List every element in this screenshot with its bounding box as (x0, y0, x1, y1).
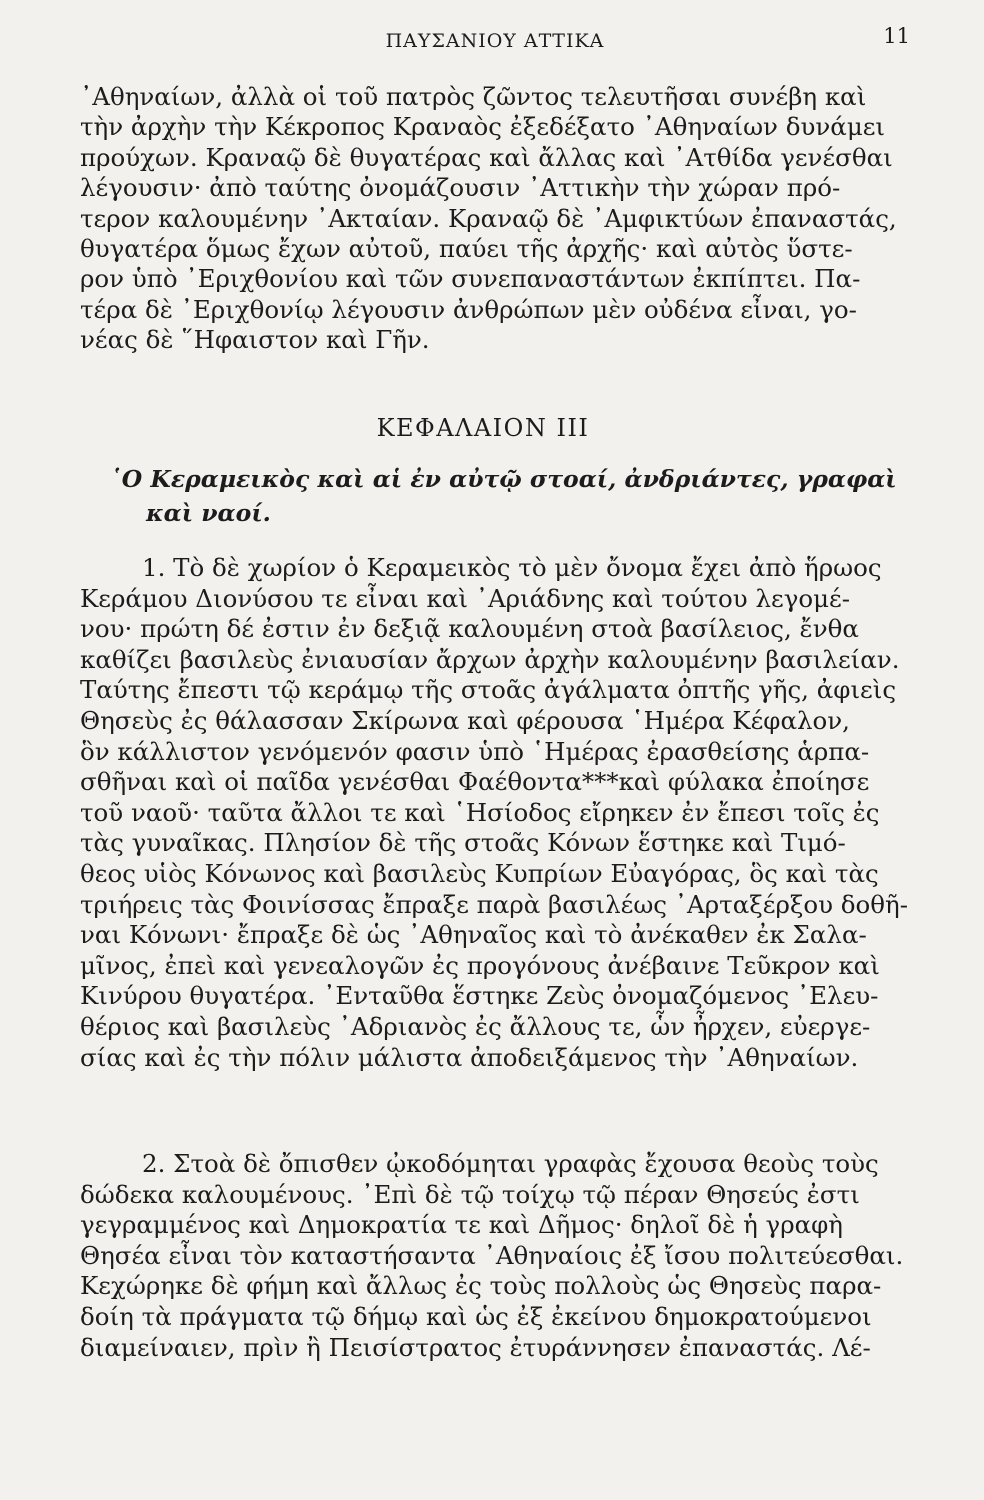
text-line: νου· πρώτη δέ ἐστιν ἐν δεξιᾷ καλουμένη στοὰ βασίλειος, ἔνθα (80, 614, 859, 644)
text-line: ρον ὑπὸ ᾿Εριχθονίου καὶ τῶν συνεπαναστάντων ἐκπίπτει. Πα- (80, 264, 861, 294)
text-line: νέας δὲ ῞Ηφαιστον καὶ Γῆν. (80, 325, 430, 355)
text-line: τὴν ἀρχὴν τὴν Κέκροπος Κραναὸς ἐξεδέξατο ᾿Αθηναίων δυνάμει (80, 112, 886, 142)
text-line: καθίζει βασιλεὺς ἐνιαυσίαν ἄρχων ἀρχὴν καλουμένην βασιλείαν. (80, 644, 900, 674)
text-line: σίας καὶ ἐς τὴν πόλιν μάλιστα ἀποδειξάμενος τὴν ᾿Αθηναίων. (80, 1042, 859, 1072)
text-line: ᾿Αθηναίων, ἀλλὰ οἱ τοῦ πατρὸς ζῶντος τελευτῆσαι συνέβη καὶ (80, 82, 867, 111)
text-line: δοίη τὰ πράγματα τῷ δήμῳ καὶ ὡς ἐξ ἐκείνου δημοκρατούμενοι (80, 1301, 872, 1331)
running-header (80, 24, 910, 62)
text-line: μῖνος, ἐπεὶ καὶ γενεαλογῶν ἐς προγόνους ἀνέβαινε Τεῦκρον καὶ (80, 950, 880, 980)
text-line: τέρα δὲ ᾿Εριχθονίῳ λέγουσιν ἀνθρώπων μὲν οὐδένα εἶναι, γο- (80, 294, 857, 324)
text-line: προύχων. Κραναῷ δὲ θυγατέρας καὶ ἄλλας καὶ ᾿Ατθίδα γενέσθαι (80, 142, 893, 172)
text-line: τερον καλουμένην ᾿Ακταίαν. Κραναῷ δὲ ᾿Αμφικτύων ἐπαναστάς, (80, 203, 897, 233)
text-line: λέγουσιν· ἀπὸ ταύτης ὀνομάζουσιν ᾿Αττικὴν τὴν χώραν πρό- (80, 173, 841, 203)
chapter-subtitle (110, 462, 897, 530)
text-line: σθῆναι καὶ οἱ παῖδα γενέσθαι Φαέθοντα***καὶ φύλακα ἐποίησε (80, 767, 870, 797)
subtitle-line: καὶ ναοί. (146, 499, 271, 527)
section-1 (80, 553, 908, 1073)
text-line: τὰς γυναῖκας. Πλησίον δὲ τῆς στοᾶς Κόνων ἕστηκε καὶ Τιμό- (80, 828, 846, 858)
text-line: 2. Στοὰ δὲ ὄπισθεν ᾠκοδόμηται γραφὰς ἔχουσα θεοὺς τοὺς (142, 1149, 879, 1178)
text-line: Θησεὺς ἐς θάλασσαν Σκίρωνα καὶ φέρουσα ῾Ημέρα Κέφαλον, (80, 705, 850, 735)
text-line: θέριος καὶ βασιλεὺς ᾿Αδριανὸς ἐς ἄλλους τε, ὧν ἦρχεν, εὐεργε- (80, 1011, 871, 1041)
text-line: Κεράμου Διονύσου τε εἶναι καὶ ᾿Αριάδνης καὶ τούτου λεγομέ- (80, 583, 850, 613)
text-line: Κεχώρηκε δὲ φήμη καὶ ἄλλως ἐς τοὺς πολλοὺς ὡς Θησεὺς παρα- (80, 1271, 882, 1301)
text-line: Ταύτης ἔπεστι τῷ κεράμῳ τῆς στοᾶς ἀγάλματα ὀπτῆς γῆς, ἀφιεὶς (80, 675, 897, 705)
running-title: ΠΑΥΣΑΝΙΟΥ ΑΤΤΙΚΑ (385, 30, 605, 52)
text-line: θεος υἱὸς Κόνωνος καὶ βασιλεὺς Κυπρίων Εὐαγόρας, ὃς καὶ τὰς (80, 858, 879, 888)
text-line: γεγραμμένος καὶ Δημοκρατία τε καὶ Δῆμος· δηλοῖ δὲ ἡ γραφὴ (80, 1210, 843, 1240)
text-line: δώδεκα καλουμένους. ᾿Επὶ δὲ τῷ τοίχῳ τῷ πέραν Θησεύς ἐστι (80, 1179, 860, 1209)
text-line: ναι Κόνωνι· ἔπραξε δὲ ὡς ᾿Αθηναῖος καὶ τὸ ἀνέκαθεν ἐκ Σαλα- (80, 920, 867, 950)
text-line: ὃν κάλλιστον γενόμενόν φασιν ὑπὸ ῾Ημέρας ἐρασθείσης ἁρπα- (80, 736, 870, 766)
chapter-heading: ΚΕΦΑΛΑΙΟΝ III (376, 414, 590, 442)
text-line: τοῦ ναοῦ· ταῦτα ἄλλοι τε καὶ ῾Ησίοδος εἴρηκεν ἐν ἔπεσι τοῖς ἐς (80, 797, 880, 827)
subtitle-line: ῾Ο Κεραμεικὸς καὶ αἱ ἐν αὐτῷ στοαί, ἀνδριάντες, γραφαὶ (110, 465, 897, 493)
text-line: τριήρεις τὰς Φοινίσσας ἔπραξε παρὰ βασιλέως ᾿Αρταξέρξου δοθῆ- (80, 889, 908, 919)
text-line: Θησέα εἶναι τὸν καταστήσαντα ᾿Αθηναίοις ἐξ ἴσου πολιτεύεσθαι. (80, 1240, 904, 1270)
section-2 (80, 1149, 904, 1363)
text-line: διαμείναιεν, πρὶν ἢ Πεισίστρατος ἐτυράννησεν ἐπαναστάς. Λέ- (80, 1332, 871, 1362)
text-line: θυγατέρα ὅμως ἔχων αὐτοῦ, παύει τῆς ἀρχῆς· καὶ αὐτὸς ὕστε- (80, 234, 853, 264)
page-number: 11 (883, 24, 910, 48)
text-line: Κινύρου θυγατέρα. ᾿Ενταῦθα ἕστηκε Ζεὺς ὀνομαζόμενος ᾿Ελευ- (80, 981, 879, 1011)
text-line: 1. Τὸ δὲ χωρίον ὁ Κεραμεικὸς τὸ μὲν ὄνομα ἔχει ἀπὸ ἥρωος (142, 553, 882, 582)
paragraph-continued (80, 82, 897, 356)
